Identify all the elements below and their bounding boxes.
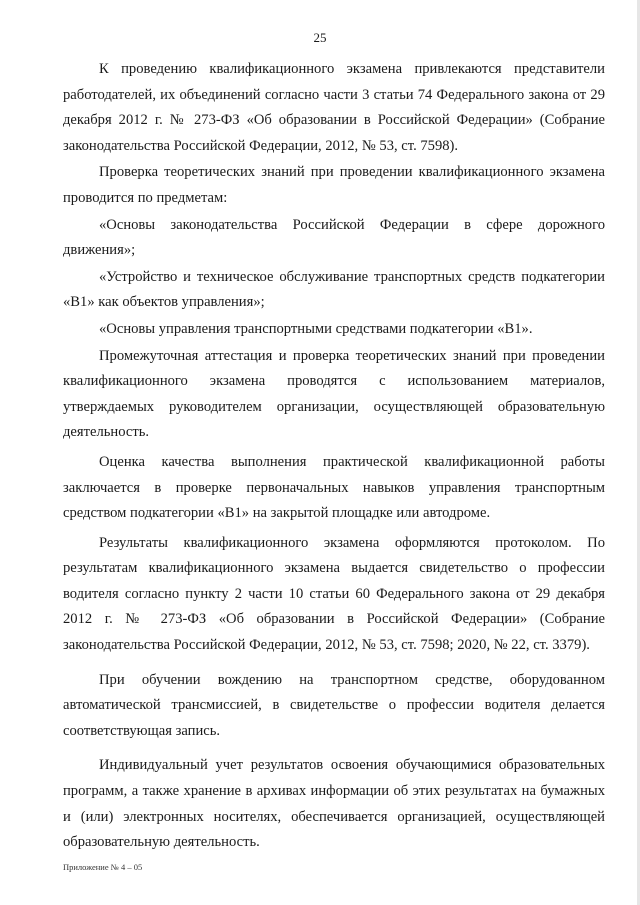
page-number: 25	[313, 30, 327, 45]
paragraph-examiners: К проведению квалификационного экзамена привлекаются представители работодателей, их объединений согласно части 3 статьи 74 Федерального закона от 29 декабря 2012 г. № 273-ФЗ «Об образовании в Российской Федерации» (Собрание законодательства Российской Федерации, 2012, № 53, ст. 7598).	[63, 61, 605, 154]
paragraph-exam-results: Результаты квалификационного экзамена оформляются протоколом. По результатам квалификационного экзамена выдается свидетельство о профессии водителя согласно пункту 2 части 10 статьи 60 Федерального закона от 29 декабря 2012 г. № 273-ФЗ «Об образовании в Российской Федерации» (Собрание законодательства Российской Федерации, 2012, № 53, ст. 7598; 2020, № 22, ст. 3379).	[63, 534, 605, 654]
document-body	[63, 57, 605, 856]
paragraph-subject-vehicle-maintenance: «Устройство и техническое обслуживание транспортных средств подкатегории «B1» как объектов управления»;	[63, 268, 605, 311]
paragraph-subject-vehicle-control: «Основы управления транспортными средствами подкатегории «B1».	[99, 320, 533, 337]
paragraph-subject-traffic-law: «Основы законодательства Российской Федерации в сфере дорожного движения»;	[63, 216, 605, 259]
paragraph-practical-assessment: Оценка качества выполнения практической квалификационной работы заключается в проверке первоначальных навыков управления транспортным средством подкатегории «B1» на закрытой площадке или автодроме.	[63, 453, 605, 522]
paragraph-individual-records: Индивидуальный учет результатов освоения обучающимися образовательных программ, а также хранение в архивах информации об этих результатах на бумажных и (или) электронных носителях, обеспечивается организацией, осуществляющей образовательную деятельность.	[63, 757, 605, 851]
paragraph-intermediate-attestation: Промежуточная аттестация и проверка теоретических знаний при проведении квалификационного экзамена проводятся с использованием материалов, утверждаемых руководителем организации, осуществляющей образовательную деятельность.	[63, 347, 605, 441]
page-footer: Приложение № 4 – 05	[63, 862, 143, 872]
paragraph-theory-check: Проверка теоретических знаний при проведении квалификационного экзамена проводится по предметам:	[63, 164, 605, 206]
paragraph-automatic-transmission: При обучении вождению на транспортном средстве, оборудованном автоматической трансмиссией, в свидетельстве о профессии водителя делается соответствующая запись.	[63, 671, 605, 739]
